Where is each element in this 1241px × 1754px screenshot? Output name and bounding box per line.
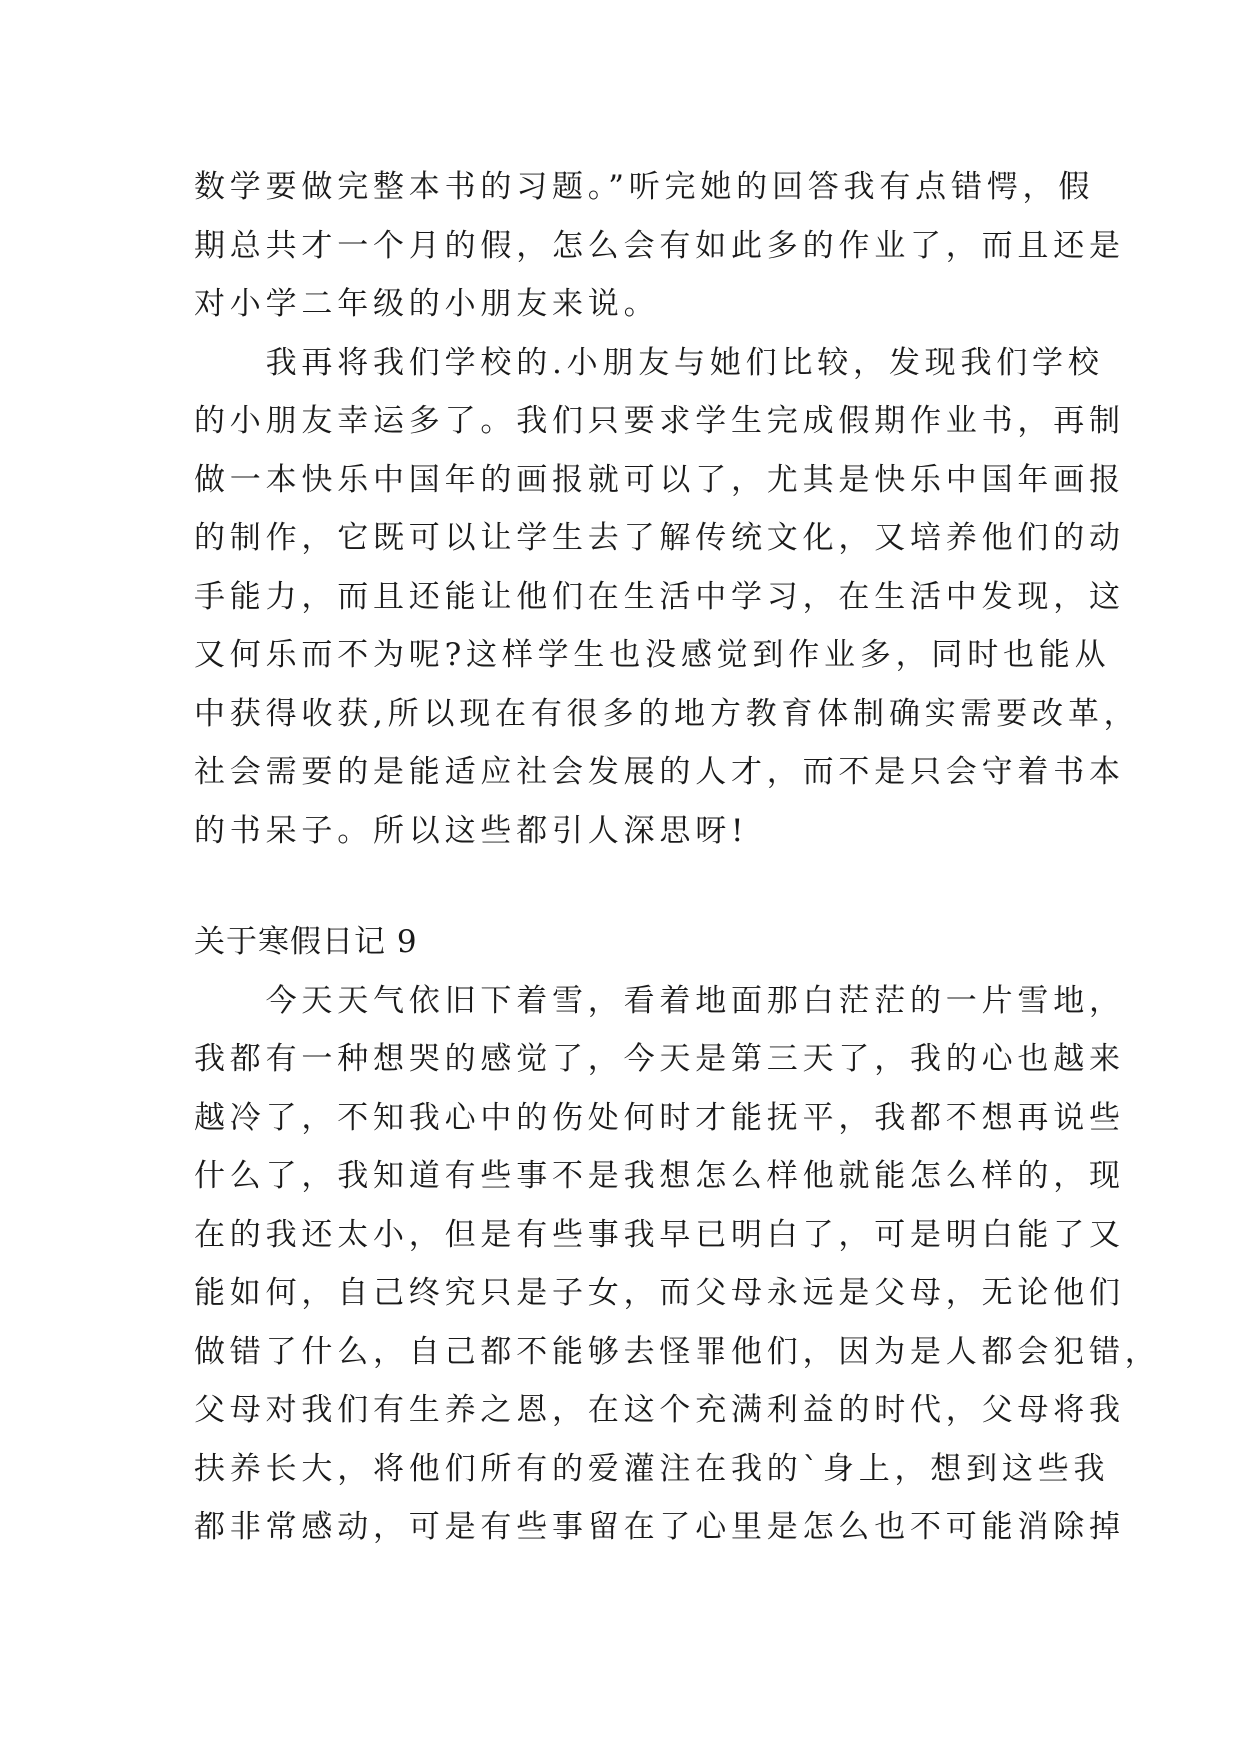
text-line: 越冷了，不知我心中的伤处何时才能抚平，我都不想再说些 <box>194 1099 1125 1136</box>
text-line: 我再将我们学校的.小朋友与她们比较，发现我们学校 <box>194 344 1104 381</box>
text-line: 什么了，我知道有些事不是我想怎么样他就能怎么样的，现 <box>194 1158 1125 1194</box>
text-line: 又何乐而不为呢?这样学生也没感觉到作业多，同时也能从 <box>194 637 1111 673</box>
text-line: 数学要做完整本书的习题。”听完她的回答我有点错愕，假 <box>194 169 1095 205</box>
text-line: 对小学二年级的小朋友来说。 <box>194 286 660 322</box>
text-line: 手能力，而且还能让他们在生活中学习，在生活中发现，这 <box>194 578 1125 615</box>
text-line: 今天天气依旧下着雪，看着地面那白茫茫的一片雪地， <box>194 982 1125 1019</box>
paragraph-1 <box>194 158 1125 334</box>
text-line: 父母对我们有生养之恩，在这个充满利益的时代，父母将我 <box>194 1392 1125 1428</box>
section-body-paragraph <box>194 972 1161 1557</box>
text-line: 都非常感动，可是有些事留在了心里是怎么也不可能消除掉 <box>194 1509 1125 1545</box>
text-line: 社会需要的是能适应社会发展的人才，而不是只会守着书本 <box>194 754 1125 790</box>
text-line: 我都有一种想哭的感觉了，今天是第三天了，我的心也越来 <box>194 1041 1125 1077</box>
text-line: 扶养长大，将他们所有的爱灌注在我的`身上，想到这些我 <box>194 1450 1110 1487</box>
text-line: 期总共才一个月的假，怎么会有如此多的作业了，而且还是 <box>194 227 1125 264</box>
text-line: 的书呆子。所以这些都引人深思呀! <box>194 812 749 849</box>
text-line: 做错了什么，自己都不能够去怪罪他们，因为是人都会犯错， <box>194 1333 1161 1370</box>
text-line: 的小朋友幸运多了。我们只要求学生完成假期作业书，再制 <box>194 403 1125 439</box>
paragraph-2 <box>194 334 1140 861</box>
text-line: 做一本快乐中国年的画报就可以了，尤其是快乐中国年画报 <box>194 461 1125 498</box>
text-line: 中获得收获,所以现在有很多的地方教育体制确实需要改革， <box>194 695 1140 732</box>
section-heading: 关于寒假日记 9 <box>194 924 418 960</box>
text-line: 的制作，它既可以让学生去了解传统文化，又培养他们的动 <box>194 520 1125 556</box>
text-line: 能如何，自己终究只是子女，而父母永远是父母，无论他们 <box>194 1275 1125 1311</box>
text-line: 在的我还太小，但是有些事我早已明白了，可是明白能了又 <box>194 1216 1125 1253</box>
